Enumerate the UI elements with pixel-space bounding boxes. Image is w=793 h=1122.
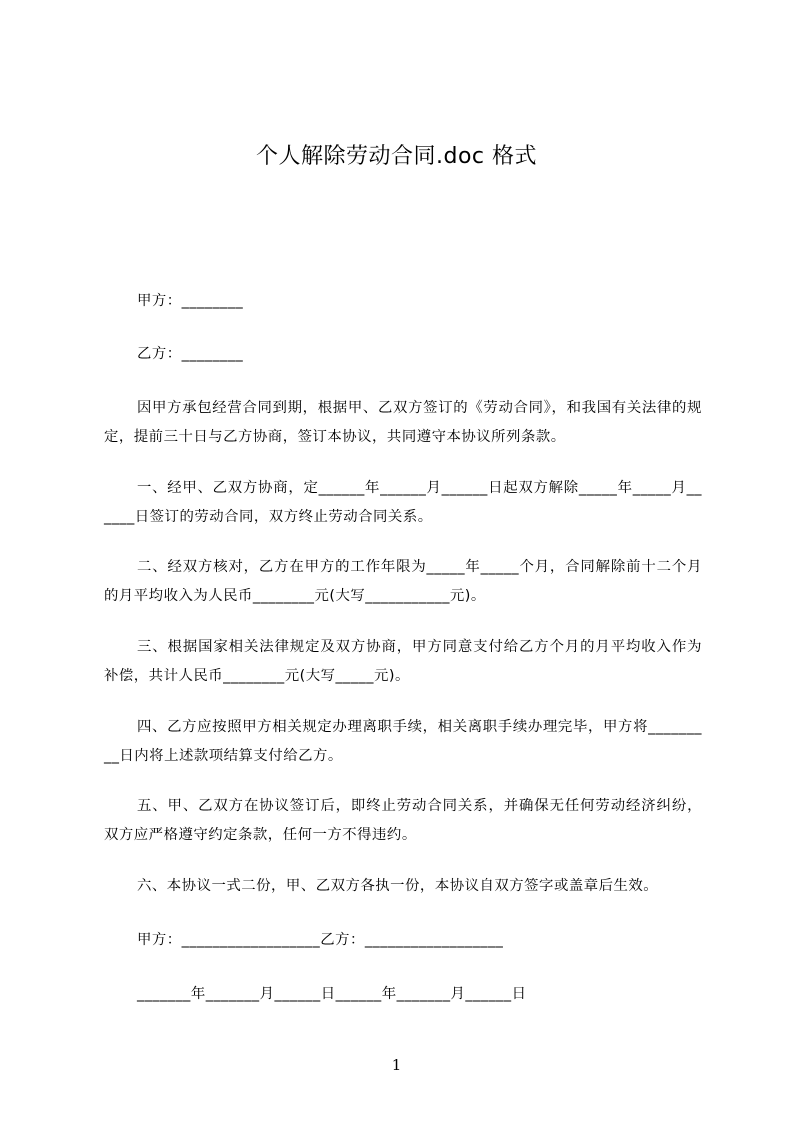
party-b-line: 乙方：________: [137, 346, 244, 362]
clause-2: 二、经双方核对，乙方在甲方的工作年限为_____年_____个月，合同解除前十二个月的月平均收入为人民币________元(大写___________元)。: [104, 559, 702, 604]
page-number: 1: [391, 1056, 402, 1074]
clause-1: 一、经甲、乙双方协商，定______年______月______日起双方解除_____年_____月______日签订的劳动合同，双方终止劳动合同关系。: [104, 480, 702, 525]
intro-paragraph: 因甲方承包经营合同到期，根据甲、乙双方签订的《劳动合同》，和我国有关法律的规定，提前三十日与乙方协商，签订本协议，共同遵守本协议所列条款。: [104, 400, 702, 445]
clause-3: 三、根据国家相关法律规定及双方协商，甲方同意支付给乙方个月的月平均收入作为补偿，共计人民币________元(大写_____元)。: [104, 639, 702, 684]
date-line: _______年_______月______日______年_______月______日: [137, 986, 527, 1002]
clause-5: 五、甲、乙双方在协议签订后，即终止劳动合同关系，并确保无任何劳动经济纠纷，双方应严格遵守约定条款，任何一方不得违约。: [104, 798, 702, 843]
signature-line: 甲方：__________________乙方：__________________: [137, 932, 504, 948]
clause-6: 六、本协议一式二份，甲、乙双方各执一份，本协议自双方签字或盖章后生效。: [137, 878, 659, 894]
document-title: 个人解除劳动合同.doc 格式: [255, 144, 537, 169]
clause-4: 四、乙方应按照甲方相关规定办理离职手续，相关离职手续办理完毕，甲方将_________日内将上述款项结算支付给乙方。: [104, 719, 702, 764]
party-a-line: 甲方：________: [137, 293, 244, 309]
